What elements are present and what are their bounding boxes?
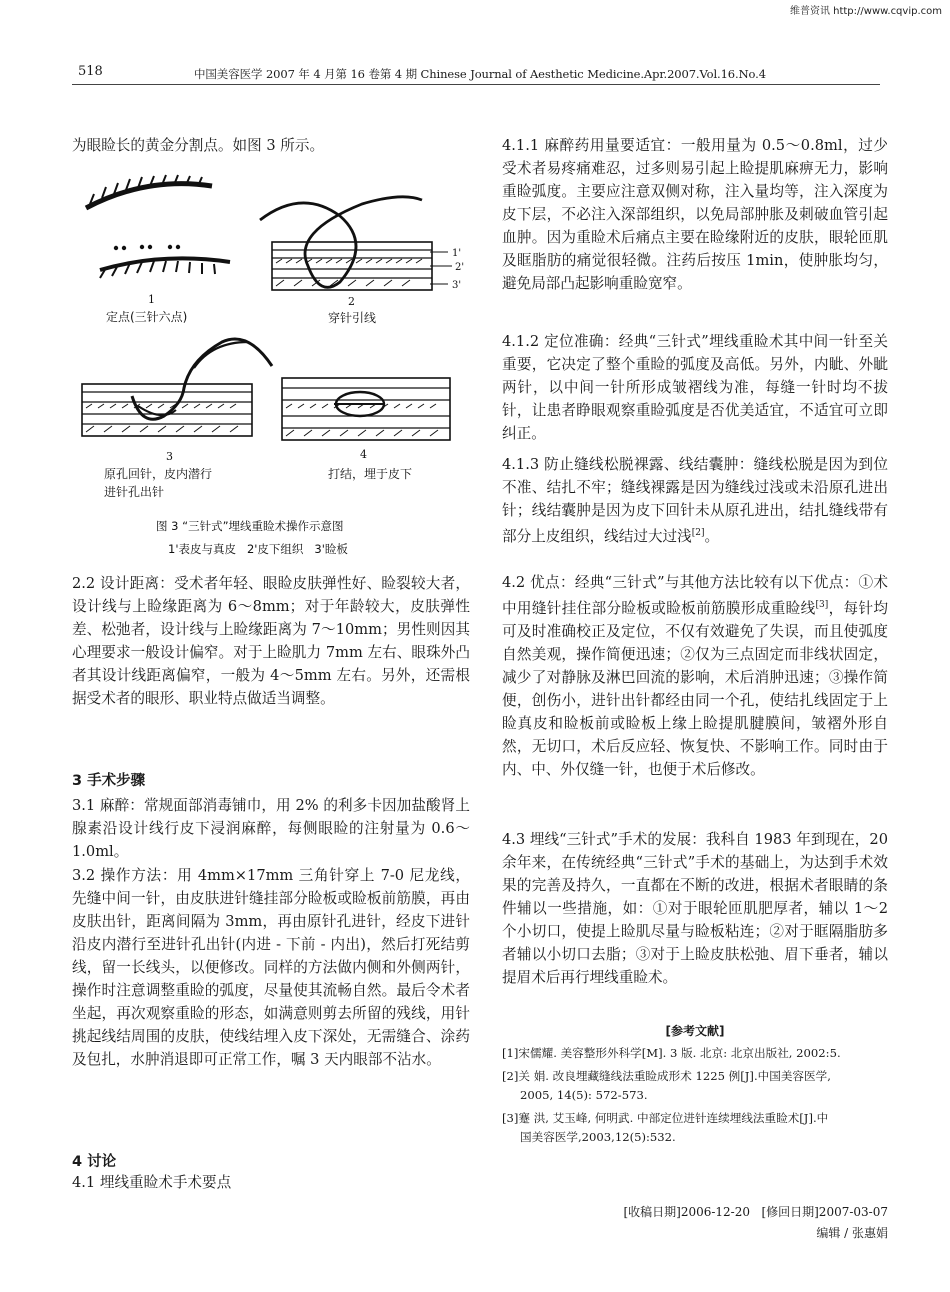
panel-4-label: 打结，埋于皮下 — [328, 467, 413, 481]
header-rule — [72, 84, 880, 85]
section-4-1-2: 4.1.2 定位准确：经典“三针式”埋线重睑术其中间一针至关重要，它决定了整个重睑的弧度及高低。另外，内眦、外眦两针，以中间一针所形成皱褶线为准，每缝一针时均不拔针，让患者睁眼观察重睑弧度是否优美适宜，不适宜可立即纠正。 — [502, 333, 888, 442]
panel-1-label: 定点(三针六点) — [106, 310, 188, 324]
section-4-1-1: 4.1.1 麻醉药用量要适宜：一般用量为 0.5～0.8ml，过少受术者易疼痛难忍，过多则易引起上睑提肌麻痹无力，影响重睑弧度。主要应注意双侧对称，注入量均等，注入深度为皮下层，不必注入深部组织，以免局部肿胀及刺破血管引起血肿。因为重睑术后痛点主要在睑缘附近的皮肤，眼轮匝肌及眶脂肪的痛觉很轻微。注药后按压 1min，使肿胀均匀，避免局部凸起影响重睑宽窄。 — [502, 137, 888, 292]
panel-1-number: 1 — [148, 293, 155, 306]
section-3-2: 3.2 操作方法：用 4mm×17mm 三角针穿上 7-0 尼龙线，先缝中间一针，由皮肤进针缝挂部分睑板或睑板前筋膜，再由皮肤出针，距离间隔为 3mm，再由原针孔进针，经皮下进针沿皮内潜行至进针孔出针(内进 - 下前 - 内出)，然后打死结剪线，留一长线头，以便修改。同样的方法做内侧和外侧两针，操作时注意调整重睑的弧度，尽量使其流畅自然。最后令术者坐起，再次观察重睑的形态，如满意则剪去所留的残线，用针挑起线结周围的皮肤，使线结埋入皮下深处，无需缝合、涂药及包扎，水肿消退即可正常工作，嘱 3 天内眼部不沾水。 — [72, 867, 470, 1068]
reference-item: [3]蹇 洪, 艾玉峰, 何明武. 中部定位进针连续埋线法重睑术[J].中 国美容医学,2003,12(5):532. — [502, 1111, 829, 1144]
panel-3-number: 3 — [166, 450, 173, 463]
panel-3-label-line2: 进针孔出针 — [104, 485, 165, 499]
figure-legend: 1'表皮与真皮 2'皮下组织 3'睑板 — [168, 542, 348, 556]
panel-2-tissue-diagram — [260, 197, 452, 290]
citation-3[interactable]: [3] — [815, 600, 829, 610]
section-4-1-3-end: 。 — [704, 527, 720, 545]
panel-4-number: 4 — [360, 448, 367, 461]
references-title: [参考文献] — [665, 1024, 725, 1038]
figure-caption: 图 3 “三针式”埋线重睑术操作示意图 — [156, 519, 344, 533]
reference-item: [2]关 娟. 改良埋藏缝线法重睑成形术 1225 例[J].中国美容医学, 2005, 14(5): 572-573. — [502, 1069, 831, 1102]
reference-list — [502, 1044, 892, 1147]
section-4-1-3 — [502, 453, 888, 548]
panel-2-label: 穿针引线 — [328, 311, 377, 325]
site-watermark[interactable]: 维普资讯 http://www.cqvip.com — [789, 6, 942, 17]
section-4-2-text-b: ，每针均可及时准确校正及定位，不仅有效避免了失误，而且使弧度自然美观，操作简便迅速；②仅为三点固定而非线状固定，减少了对静脉及淋巴回流的影响，术后消肿迅速；③操作简便，创伤小，进针出针都经由同一个孔，使结扎线固定于上睑真皮和睑板前或睑板上缘上睑提肌腱膜间，皱褶外形自然，无切口，术后反应轻、恢复快、不影响工作。同时由于内、中、外仅缝一针，也便于术后修改。 — [502, 599, 888, 778]
panel-1-eye-diagram — [86, 175, 230, 278]
running-title: 中国美容医学 2007 年 4 月第 16 卷第 4 期 Chinese Journal of Aesthetic Medicine.Apr.2007.Vol.16.No.4 — [194, 67, 766, 81]
panel-3-label-line1: 原孔回针，皮内潜行 — [104, 467, 213, 481]
heading-section-4: 4 讨论 — [72, 1154, 117, 1170]
heading-section-3: 3 手术步骤 — [72, 773, 146, 789]
panel-4-tissue-diagram — [282, 378, 450, 440]
section-4-2-text-a: 4.2 优点：经典“三针式”与其他方法比较有以下优点：①术中用缝针挂住部分睑板或睑板前筋膜形成重睑线 — [502, 574, 888, 617]
section-4-1: 4.1 埋线重睑术手术要点 — [72, 1174, 232, 1191]
layer-label-2: 2' — [455, 262, 465, 273]
editor-credit: 编辑 / 张惠娟 — [816, 1226, 888, 1240]
panel-2-number: 2 — [348, 295, 355, 308]
section-4-2 — [502, 571, 888, 781]
citation-2[interactable]: [2] — [691, 528, 705, 538]
reference-item: [1]宋儒耀. 美容整形外科学[M]. 3 版. 北京: 北京出版社, 2002:5. — [502, 1046, 841, 1060]
figure-3 — [72, 170, 472, 505]
page-number: 518 — [78, 64, 103, 79]
intro-line: 为眼睑长的黄金分割点。如图 3 所示。 — [72, 137, 325, 154]
received-revised-dates: [收稿日期]2006-12-20 [修回日期]2007-03-07 — [623, 1205, 888, 1219]
section-3-1: 3.1 麻醉：常规面部消毒铺巾，用 2% 的利多卡因加盐酸肾上腺素沿设计线行皮下浸润麻醉，每侧眼睑的注射量为 0.6～1.0ml。 — [72, 797, 470, 860]
section-2-2: 2.2 设计距离：受术者年轻、眼睑皮肤弹性好、睑裂较大者，设计线与上睑缘距离为 6～8mm；对于年龄较大，皮肤弹性差、松弛者，设计线与上睑缘距离为 7～10mm；男性则因其心理要求一般设计偏窄。对于上睑肌力 7mm 左右、眼珠外凸者其设计线距离偏窄，一般为 4～5mm 左右。另外，还需根据受术者的眼形、职业特点做适当调整。 — [72, 575, 470, 707]
layer-label-1: 1' — [452, 248, 462, 259]
section-4-3: 4.3 埋线“三针式”手术的发展：我科自 1983 年到现在，20 余年来，在传统经典“三针式”手术的基础上，为达到手术效果的完善及持久，一直都在不断的改进，根据术者眼睛的条件辅以一些措施，如：①对于眼轮匝肌肥厚者，辅以 1～2 个小切口，使提上睑肌尽量与睑板粘连；②对于眶隔脂肪多者辅以小切口去脂；③对于上睑皮肤松弛、眉下垂者，辅以提眉术后再行埋线重睑术。 — [502, 831, 888, 986]
section-4-1-3-text: 4.1.3 防止缝线松脱裸露、线结囊肿：缝线松脱是因为到位不准、结扎不牢；缝线裸露是因为缝线过浅或未沿原孔进出针；线结囊肿是因为皮下回针未从原孔进出，结扎缝线带有部分上皮组织，线结过大过浅 — [502, 456, 888, 545]
layer-label-3: 3' — [452, 280, 462, 291]
panel-3-tissue-diagram — [82, 339, 272, 436]
